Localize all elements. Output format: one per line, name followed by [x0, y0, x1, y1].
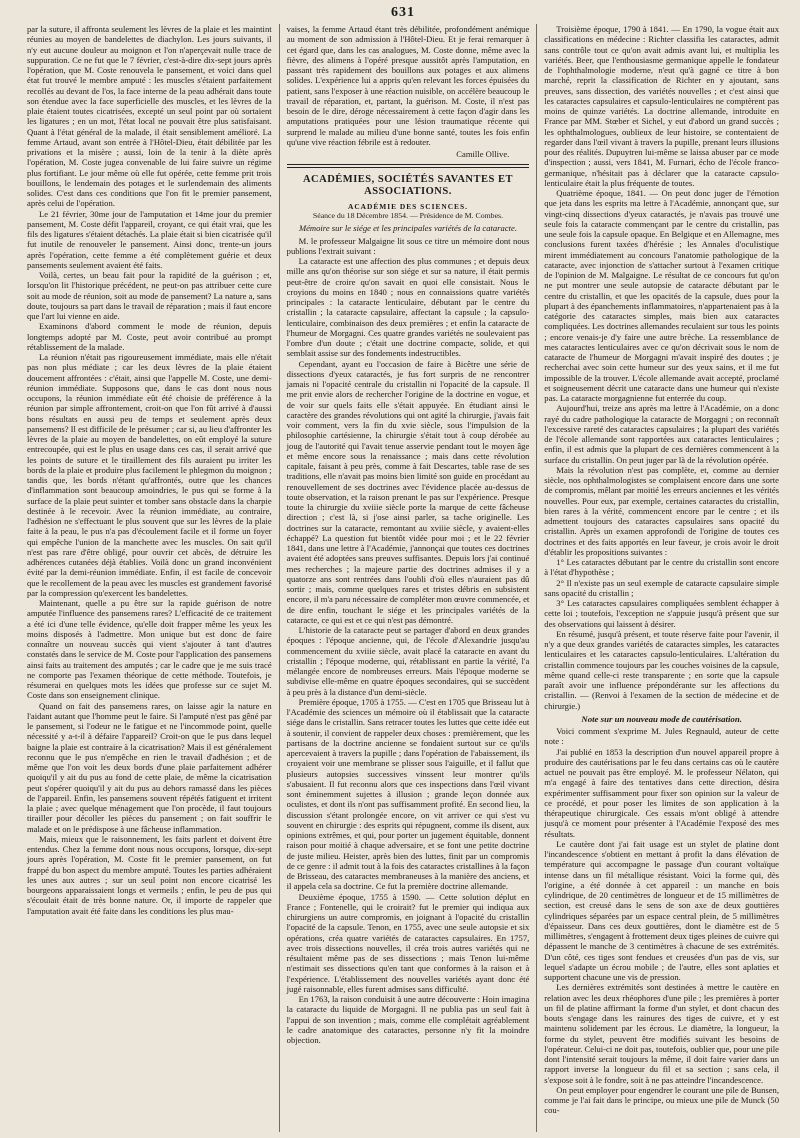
paragraph: Cependant, ayant eu l'occasion de faire à Bicêtre une série de dissections d'yeux cataractés, je fus fort surpris de ne rencontrer jamais ni l'opacité centrale du cristallin ni l'opacité de la capsule. Il me prit envie alors de rechercher l'origine de la doctrine en vogue, et de voir sur quels faits elle s'était appuyée. En étudiant ainsi le caractère des grandes révolutions qui ont agité la chirurgie, j'avais fait voir comment, vers la fin du xvie siècle, sous l'impulsion de la philosophie cartésienne, la chirurgie s'était tout à coup dérobée au joug de l'autorité qui l'avait tenue asservie pendant tout le moyen âge et même encore sous la renaissance ; mais dans cette révolution capitale, faisant à peu près, comme à fait Descartes, table rase de ses traditions, elle n'avait pas moins bien limité son guide en procédant au renouvellement de ses doctrines avec l'évidence placée au-dessus de toute observation, et la raison prenant le pas sur l'expérience. Presque toute la chirurgie du xviiie siècle porte la marque de cette fâcheuse direction ; c'est là, si j'ose ainsi parler, sa tache originelle. Les doctrines sur la cataracte, remontant au xviiie siècle, y avaient-elles échappé? La question fut bientôt vidée pour moi ; et le 22 février 1841, dans une lettre à l'Académie, j'annonçai que toutes ces doctrines avaient été adoptées sans preuves suffisantes. Depuis lors j'ai continué mes recherches ; la majeure partie des doctrines admises il y a quatorze ans sont rentrées dans l'oubli d'où elles n'auraient pas dû sortir ; mais, comme quelques rares et tristes débris en subsistent encore, il m'a paru nécessaire de compléter mon œuvre commencée, et de dire enfin, touchant le siége et les principales variétés de la cataracte, ce qui est et ce qui n'est pas démontré. — [286, 358, 530, 625]
paragraph: 2° Il n'existe pas un seul exemple de cataracte capsulaire simple sans opacité du cristallin ; — [544, 577, 779, 598]
memoire-continued — [544, 24, 779, 711]
signature: Camille Ollive. — [456, 149, 510, 159]
paragraph: Les dernières extrémités sont destinées à mettre le cautère en relation avec les deux rhéophores d'une pile ; les premières à porter un fil de platine affirmant la forme d'un stylet, et dont chacun des bouts s'engage dans les rainures des tiges de cuivre, et y est maintenu solidement par les écrous. Le diamètre, la longueur, la forme du stylet, peuvent être modifiés suivant les besoins de l'opérateur. Celui-ci ne doit pas, toutefois, oublier que, pour une pile dont l'intensité serait toujours la même, il doit faire varier dans un rapport inverse la longueur du fil et sa section ; sans cela, il s'expose soit à le fondre, soit à ne pas atteindre l'incandescence. — [544, 982, 779, 1085]
memoire-title: Mémoire sur le siége et les principales variétés de la cataracte. — [298, 223, 517, 234]
article-end — [287, 24, 530, 147]
section-divider — [287, 164, 530, 168]
paragraph: Quand on fait des pansemens rares, on laisse agir la nature en l'aidant autant que l'homme peut le faire. Si l'amputé n'est pas gêné par le pansement, si l'odeur ne le fatigue et ne l'incommode point, quelle nécessité y a-t-il à défaire l'appareil? Croit-on que le pus dans lequel baigne la plaie est contraire à la cicatrisation? Mais il est généralement reconnu que le pus n'empêche en rien le travail d'adhésion ; et de même que l'on voit les deux bords d'une plaie parfaitement adhérer quoiqu'il y ait du pus au fond de cette plaie, de même la cicatrisation peut s'opérer quoiqu'il y ait du pus au dehors ramassé dans les pièces de l'appareil. Enfin, les pansemens souvent répétés fatiguent et irritent la plaie ; avec quelque ménagement que l'on procède, il faut toujours tirailler pour décoller les pièces du pansement ; on fait souffrir le malade et on le prédispose à une fâcheuse inflammation. — [27, 700, 272, 834]
paragraph: 3° Les cataractes capsulaires compliquées semblent échapper à cette loi ; toutefois, l'exception ne s'appuie jusqu'à présent que sur des observations qui laissent à désirer. — [544, 598, 779, 629]
column-3 — [537, 24, 786, 1132]
paragraph: En 1763, la raison conduisit à une autre découverte : Hoin imagina la cataracte du liquide de Morgagni. Il ne publia pas un seul fait à l'appui de son invention ; mais, comme elle complétait agréablement le cadre anatomique des cataractes, personne n'y fit la moindre objection. — [286, 994, 530, 1045]
memoire-body — [287, 236, 530, 1046]
paragraph: 1° Les cataractes débutant par le centre du cristallin sont encore à l'état d'hypothèse ; — [544, 557, 779, 578]
paragraph: J'ai publié en 1853 la description d'un nouvel appareil propre à produire des cautérisations par le feu dans certains cas où le cautère actuel ne pouvait pas être employé. M. le professeur Nélaton, qui m'a engagé à faire des tentatives dans cette direction, désira expérimenter suffisamment pour fixer son opinion sur la valeur de ce procédé, et pour poser les limites de son application à la thérapeutique chirurgicale. Ces essais m'ont obligé à attendre jusqu'à ce moment pour présenter à l'Académie l'exposé des mes résultats. — [544, 746, 779, 839]
paragraph: Aujourd'hui, treize ans après ma lettre à l'Académie, on a donc rayé du cadre pathologique la cataracte de Morgagni ; on reconnaît l'excessive rareté des cataractes capsulaires ; la plupart des variétés de l'école allemande sont rapportées aux cataractes lenticulaires ; enfin, il est admis que la plupart de ces dernières commencent à la surface du cristallin. On peut juger par là de la révolution opérée. — [544, 403, 779, 465]
page-number: 631 — [391, 5, 415, 20]
paragraph: Voici comment s'exprime M. Jules Regnauld, auteur de cette note : — [544, 726, 779, 747]
paragraph: Mais la révolution n'est pas complète, et, comme au dernier siècle, nos ophthalmologistes se complaisent encore dans une sorte de compromis, mêlant par moitié les erreurs anciennes et les vérités nouvelles. Pour eux, par exemple, certaines cataractes du cristallin, bien rares à la vérité, commencent encore par le centre ; et ils admettent toujours des cataractes capsulaires sans opacité du cristallin. Après un examen approfondi de l'origine de toutes ces doctrines et des faits apportés en leur faveur, je crois avoir le droit d'établir les propositions suivantes : — [544, 464, 779, 557]
paragraph: Maintenant, quelle a pu être sur la rapide guérison de notre amputée l'influence des pansemens rares? L'efficacité de ce traitement a été ici d'une telle évidence, qu'elle doit frapper même les yeux les moins disposés à l'admettre. Mon unique but est donc de faire connaître un nouveau succès qui vient s'ajouter à tant d'autres constatés dans le service de M. Coste pour l'application des pansemens ainsi faits au traitement des amputés ; car le cadre que je me suis tracé ne comporte pas l'examen théorique de cette méthode. Toutefois, je résumerai en quelques mots les idées que professe sur ce sujet M. Coste dans son enseignement clinique. — [27, 598, 272, 701]
paragraph: L'historie de la cataracte peut se partager d'abord en deux grandes époques : l'époque ancienne, qui, de l'école d'Alexandrie jusqu'au commencement du xviiie siècle, avait placé la cataracte en avant du cristallin ; l'époque moderne, qui, rétablissant en partie la vérité, l'a mélangée encore de nombreuses erreurs. Mais l'époque moderne se subdivise elle-même en quatre époques secondaires, qui se succèdent à peu près à la distance d'un demi-siècle. — [286, 625, 530, 697]
paragraph: Deuxième époque, 1755 à 1590. — Cette solution déplut en France ; Fontenelle, qui le croirait? fut le premier qui indiqua aux chirurgiens un autre compromis, en joignant à l'opacité du cristallin l'opacité de la capsule. Tenon, en 1755, avec une seule autopsie et six opérations, créa quatre variétés de cataractes capsulaires. En 1757, avec trois dissections nouvelles, il créa trois autres variétés qui ne résultaient même pas de ses dissections ; mais Tenon lui-même n'estimait ses dissections qu'en tant que conformes à la raison et à l'expérience. L'établissement des nouvelles variétés ayant donc été jugé raisonnable, elles furent admises sans difficulté. — [286, 891, 530, 994]
column-2 — [280, 24, 537, 1132]
paragraph: La cataracte est une affection des plus communes ; et depuis deux mille ans qu'on théorise sur son siége et sur sa nature, il était permis peut-être de croire qu'on savait en quoi elle consistait. Nous le croyions du moins en 1840 ; nous en connaissions quatre variétés principales : la cataracte lenticulaire, débutant par le centre du cristallin ; la cataracte capsulaire, affectant la capsule ; la capsulo-lenticulaire, combinaison des deux premières ; et enfin la cataracte de l'humeur de Morgagni. Ces quatre grandes variétés ne soulevaient pas l'ombre d'un doute ; c'était une doctrine compacte, solide, et qui semblait assise sur des fondements indestructibles. — [286, 256, 530, 359]
paragraph: En résumé, jusqu'à présent, et toute réserve faite pour l'avenir, il n'y a que deux grandes variétés de cataractes simples, les cataractes lenticulaires et les cataractes capsulo-lenticulaires. L'altération du cristallin commence toujours par les couches voisines de la capsule, même quand celle-ci reste transparente ; en sorte que la capsule paraît avoir une influence prépondérante sur les affections du cristallin. — (Renvoi à l'examen de la section de médecine et de chirurgie.) — [544, 628, 779, 711]
paragraph: Examinons d'abord comment le mode de réunion, depuis longtemps adopté par M. Coste, peut avoir contribué au prompt rétablissement de la malade. — [27, 321, 272, 352]
paragraph: Mais, mieux que le raisonnement, les faits parlent et doivent être entendus. Chez la femme dont nous nous occupons, lorsque, dix-sept jours après l'opération, M. Coste fit le premier pansement, on fut frappé du bon aspect du membre amputé. Toutes les parties adhéraient les unes aux autres ; sur un seul point non encore cicatrisé les bourgeons apparaissaient longs et vermeils ; enfin, le peu de pus qui s'écoulait était de très bonne nature. Or, il importe de rappeler que l'amputation avait été faite dans les conditions les plus mau- — [27, 833, 272, 916]
academy-title: ACADÉMIE DES SCIENCES. — [347, 202, 468, 212]
paragraph: On peut employer pour engendrer le courant une pile de Bunsen, comme je l'ai fait dans le principe, ou mieux une pile de Munck (50 cou- — [544, 1084, 779, 1116]
paragraph: Le cautère dont j'ai fait usage est un stylet de platine dont l'incandescence s'obtient en mettant à profit la dans élévation de température qui accompagne le passage d'un courant voltaïque intense dans un fil métallique résistant. Voici la forme qui, dès l'origine, a été donnée à cet appareil : un manche en bois cylindrique, de 20 centimètres de longueur et de 15 millimètres de section, est creusé dans le sens de son axe de deux gouttières cylindriques séparées par un espace central plein, de 5 millimètres d'épaisseur. Dans ces deux gouttières, dont le diamètre est de 5 millimètres, s'engagent à frottement deux tiges pleines de cuivre qui dépassent le manche de 3 centimètres à chacune de ses extrémités. D'un côté, ces tiges sont fendues et creusées d'un pas de vis, sur lequel s'adapte un écrou mobile ; de l'autre, elles sont aplaties et supportent chacune une vis de pression. — [544, 838, 779, 982]
paragraph: Quatrième époque, 1841. — On peut donc juger de l'émotion que jeta dans les esprits ma lettre à l'Académie, annonçant que, sur vingt-cinq dissections d'yeux cataractés, je n'avais pas trouvé une seule fois la cataracte commençant par le centre du cristallin, pas une seule fois la capsule opaque. En Belgique et en Allemagne, mes conclusions furent taxées d'hérésie ; les Annales d'oculistique mirent immédiatement au concours l'anatomie pathologique de la cataracte, avec injonction de s'attacher surtout à l'examen critique de l'opinion de M. Malgaigne. Le résultat de ce concours fut qu'on ne put montrer une seule autopsie de cataracte débutant par le centre du cristallin, et que les opacités de la capsule, dues pour la plupart à des épanchements inflammatoires, n'appartenaient pas à la catégorie des cataractes simples, mais bien aux cataractes compliquées. Les doctrines allemandes reculaient sur tous les points ; encore venais-je d'y faire une autre brèche. La ressemblance de mes cataractes lenticulaires avec ce qu'on décrivait sous le nom de cataracte de l'humeur de Morgagni m'avait inspiré des doutes ; je recherchai avec soin cette humeur sur des yeux sains, et il me fut impossible de la trouver. L'école allemande avait accepté, proclamé et soigneusement décrit une cataracte dans une humeur qui n'existe pas. La cataracte morgagnienne fut enterrée du coup. — [544, 188, 779, 403]
section-title: ACADÉMIES, SOCIÉTÉS SAVANTES ET ASSOCIATIONS. — [302, 174, 513, 198]
paragraph: M. le professeur Malgaigne lit sous ce titre un mémoire dont nous publions l'extrait suivant : — [286, 235, 530, 256]
paragraph: La réunion n'était pas rigoureusement immédiate, mais elle n'était pas non plus médiate ; car les deux lèvres de la plaie étaient doucement affrontées : c'était, ainsi que l'appelle M. Coste, une demi-réunion immédiate. Supposons que, dans le cas dont nous nous occupons, la réunion immédiate eût été choisie de préférence à la réunion par simple affrontement, croit-on que l'on fût arrivé à d'aussi bons résultats en aussi peu de temps et seulement après deux pansemens? Il est difficile de le présumer ; car si, au lieu d'affronter les lèvres de la plaie au moyen de bandelettes, on eût employé la suture entrecoupée, qui est le plus en usage dans ces cas, il serait arrivé que les points de suture et le tiraillement des fils auraient pu irriter les bords de la plaie et produire plus facilement le phlegmon du moignon ; tandis que, les bords n'étant qu'affrontés, outre que les chances d'inflammation sont beaucoup amoindries, le pus qui se forme à la surface de la plaie peut suinter et tomber sans obstacle dans la charpie destinée à le recevoir. Avec la réunion immédiate, au contraire, l'adhésion ne s'effectuant le plus souvent que sur les lèvres de la plaie faite à la peau, le pus n'a pas d'écoulement facile et il forme un foyer qui empêche l'union de la manchette avec les muscles. On sait qu'il n'est pas rare d'être obligé, pour ouvrir cet abcès, de détruire les adhérences cutanées déjà établies. Voilà donc un grand inconvénient évité par la demi-réunion immédiate. Enfin, il est facile de concevoir que le recollement de la peau avec les muscles est grandement favorisé par la compression qu'exercent les bandelettes. — [27, 352, 272, 598]
paragraph: vaises, la femme Artaud étant très débilitée, profondément anémique au moment de son admission à l'Hôtel-Dieu. Et je ferai remarquer à cet égard que, dans les cas analogues, M. Coste donne, même avec la fièvre, des alimens à l'opéré presque aussitôt après l'amputation, en passant très rapidement des bouillons aux potages et aux alimens solides. L'expérience lui a appris qu'en relevant les forces épuisées du patient, sans l'exposer à une réaction nuisible, on accélère beaucoup le travail de réparation, et, partant, la guérison. M. Coste, il n'est pas besoin de le dire, déroge nécessairement à cette façon d'agir dans les amputations pratiquées pour une lésion traumatique récente qui surprend le malade au milieu d'une bonne santé, toutes les fois enfin qu'une vive réaction fébrile est à redouter. — [286, 24, 530, 147]
paragraph: Première époque, 1705 à 1755. — C'est en 1705 que Brisseau lut à l'Académie des sciences un mémoire où il établissait que la cataracte siége dans le cristallin. Sans retracer toutes les luttes que cette idée eut à soutenir, il convient de rappeler deux choses : premièrement, que les partisans de la doctrine ancienne se fondaient surtout sur ce qu'ils apercevaient à travers la pupille ; dans l'opération de l'abaissement, ils croyaient voir une membrane se plisser sous l'aiguille, et il fallut que plusieurs autopsies successives vinssent leur montrer qu'ils s'abusaient. Il fut reconnu alors que ces inspections dans l'œil vivant sont éminemment sujettes à illusion ; grande leçon donnée aux oculistes, et dont ils n'ont pas suffisamment profité. En second lieu, la discussion s'étant prolongée encore, on vit arriver ce qui s'est vu souvent en chirurgie : des esprits qui répugnent, comme ils disent, aux opinions extrêmes, et qui, pour porter un jugement équitable, donnent raison pour moitié à chaque adversaire, et se font une petite doctrine de juste milieu. Heister, après bien des luttes, finit par un compromis de ce genre : il admit tout à la fois des cataractes cristallines à la façon de Brisseau, des cataractes membraneuses à la manière des anciens, et il appela cela sa doctrine. Ce fut la première doctrine allemande. — [286, 696, 530, 892]
columns — [20, 24, 786, 1132]
note-title: Note sur un nouveau mode de cautérisation. — [581, 713, 742, 724]
session-line: Séance du 18 Décembre 1854. — Présidence de M. Combes. — [312, 211, 504, 221]
paragraph: Troisième époque, 1790 à 1841. — En 1790, la vogue était aux classifications en médecine : Richter classifia les cataractes, admit sans contrôle tout ce qu'on avait admis avant lui, et multiplia les variétés. Beer, que l'enthousiasme germanique appelle le fondateur de l'ophthalmologie moderne, n'eut qu'à gagné ce titre à bon marché, reprit la classification de Richter en y ajoutant, sans preuves, sans dissection, des variétés nouvelles ; et c'est ainsi que les cataractes capsulaires et capsulo-lenticulaires ne comptèrent pas moins de quinze variétés. La doctrine allemande, introduite en France par MM. Stœber et Sichel, y eut d'abord un grand succès ; les ophthalmologues, oublieux de leur histoire, se contentaient de regarder dans l'œil vivant à travers la pupille, prenant leurs illusions pour des réalités. Dupuytren lui-même se laissa abuser par ce mode d'inspection ; aussi, vers 1841, M. Furnari, écho de l'école franco-germanique, n'hésitait pas à déclarer que la cataracte capsulo-lenticulaire était la plus fréquente de toutes. — [544, 24, 779, 188]
paragraph: Voilà, certes, un beau fait pour la rapidité de la guérison ; et, lorsqu'on lit l'historique précédent, ne peut-on pas attribuer cette cure soit au mode de réunion, soit au mode de pansement? La nature a, sans doute, toujours sa part dans le travail de réparation ; mais il faut encore que l'art lui vienne en aide. — [27, 270, 272, 321]
paragraph: par la suture, il affronta seulement les lèvres de la plaie et les maintint réunies au moyen de bandelettes de diachylon. Les jours suivants, il n'y eut aucune douleur au moignon et l'on n'aperçevait nulle trace de suppuration. Ce ne fut que le 7 février, c'est-à-dire dix-sept jours après l'opération, que M. Coste renouvela le pansement, et voici dans quel état fut trouvé le membre amputé : les muscles s'étaient parfaitement recollés au devant de l'os, la face interne de la peau adhérait dans toute son étendue avec la face superficielle des muscles, et les lèvres de la plaie étaient toutes cicatrisées, excepté un seul point par où sortaient les ligatures ; en un mot, l'état local ne pouvait être plus satisfaisant. Quant à l'état général de la malade, il était sensiblement amélioré. La femme Artaud, avant son entrée à l'Hôtel-Dieu, était débilitée par les privations et la misère ; aussi, loin de la tenir à la diète après l'opération, M. Coste jugea convenable de lui faire suivre un régime plus fortifiant. Le jour même où elle fut opérée, cette femme prit trois bouillons, le lendemain des potages et le surlendemain des aliments solides. C'est dans ces conditions que l'on fit le premier pansement, après celui de l'opération. — [27, 24, 272, 209]
column-1 — [20, 24, 279, 1132]
paragraph: Le 21 février, 30me jour de l'amputation et 14me jour du premier pansement, M. Coste défit l'appareil, croyant, ce qui était vrai, que les fils des ligatures s'étaient détachés. La plaie était si bien cicatrisée qu'il fut inutile de renouveler le pansement. Ainsi donc, trente-un jours après l'opération, cette femme a été complètement guérie et deux pansements seulement avaient été faits. — [27, 208, 272, 270]
note-body — [544, 726, 779, 1116]
